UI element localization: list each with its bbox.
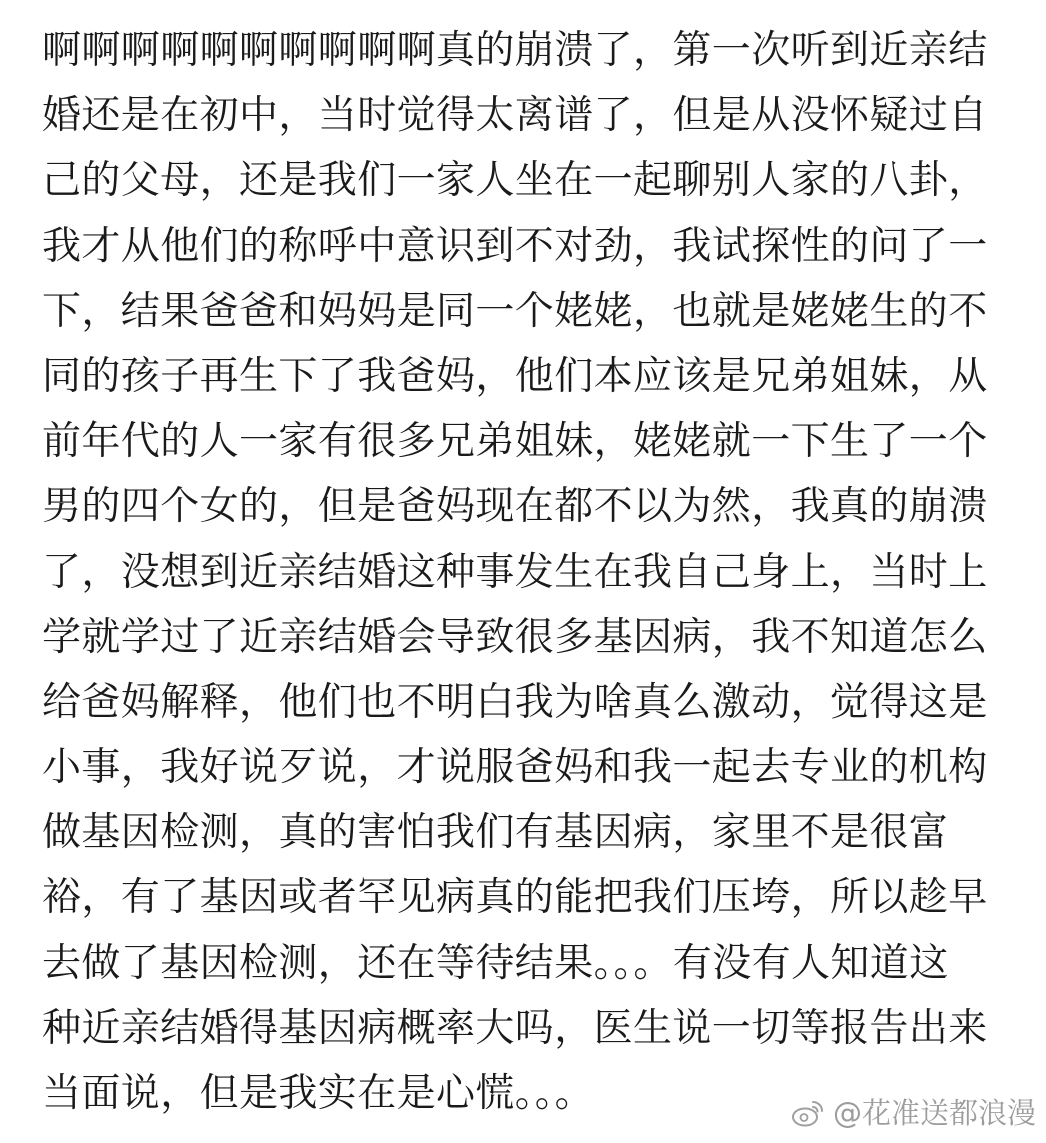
post-text-line: 前年代的人一家有很多兄弟姐妹，姥姥就一下生了一个 xyxy=(42,419,988,465)
post-text-line: 了，没想到近亲结婚这种事发生在我自己身上，当时上 xyxy=(42,549,988,595)
post-text-line: 给爸妈解释，他们也不明白我为啥真么激动，觉得这是 xyxy=(42,679,988,725)
weibo-logo-icon xyxy=(791,1098,825,1128)
post-text-line: 下，结果爸爸和妈妈是同一个姥姥，也就是姥姥生的不 xyxy=(42,288,988,334)
post-text-line: 我才从他们的称呼中意识到不对劲，我试探性的问了一 xyxy=(42,223,988,269)
post-text-line: 同的孩子再生下了我爸妈，他们本应该是兄弟姐妹，从 xyxy=(42,353,988,399)
watermark-text: @花准送都浪漫 xyxy=(832,1096,1036,1130)
post-text-line: 小事，我好说歹说，才说服爸妈和我一起去专业的机构 xyxy=(42,745,988,791)
watermark xyxy=(791,1095,1036,1131)
post-text-line: 婚还是在初中，当时觉得太离谱了，但是从没怀疑过自 xyxy=(42,93,988,139)
post-text-line: 己的父母，还是我们一家人坐在一起聊别人家的八卦， xyxy=(42,158,988,204)
post-text-line: 啊啊啊啊啊啊啊啊啊啊真的崩溃了，第一次听到近亲结 xyxy=(42,28,988,73)
post-text-line: 种近亲结婚得基因病概率大吗，医生说一切等报告出来 xyxy=(42,1005,988,1051)
post-text-line: 裕，有了基因或者罕见病真的能把我们压垮，所以趁早 xyxy=(42,875,988,921)
post-body xyxy=(42,18,1032,1126)
post-text-line: 当面说，但是我实在是心慌。。。 xyxy=(42,1071,595,1116)
post-text-line: 做基因检测，真的害怕我们有基因病，家里不是很富 xyxy=(42,810,949,856)
post-text-line: 男的四个女的，但是爸妈现在都不以为然，我真的崩溃 xyxy=(42,484,988,530)
post-text-line: 学就学过了近亲结婚会导致很多基因病，我不知道怎么 xyxy=(42,614,988,660)
post-text-line: 去做了基因检测，还在等待结果。。。有没有人知道这 xyxy=(42,940,949,986)
